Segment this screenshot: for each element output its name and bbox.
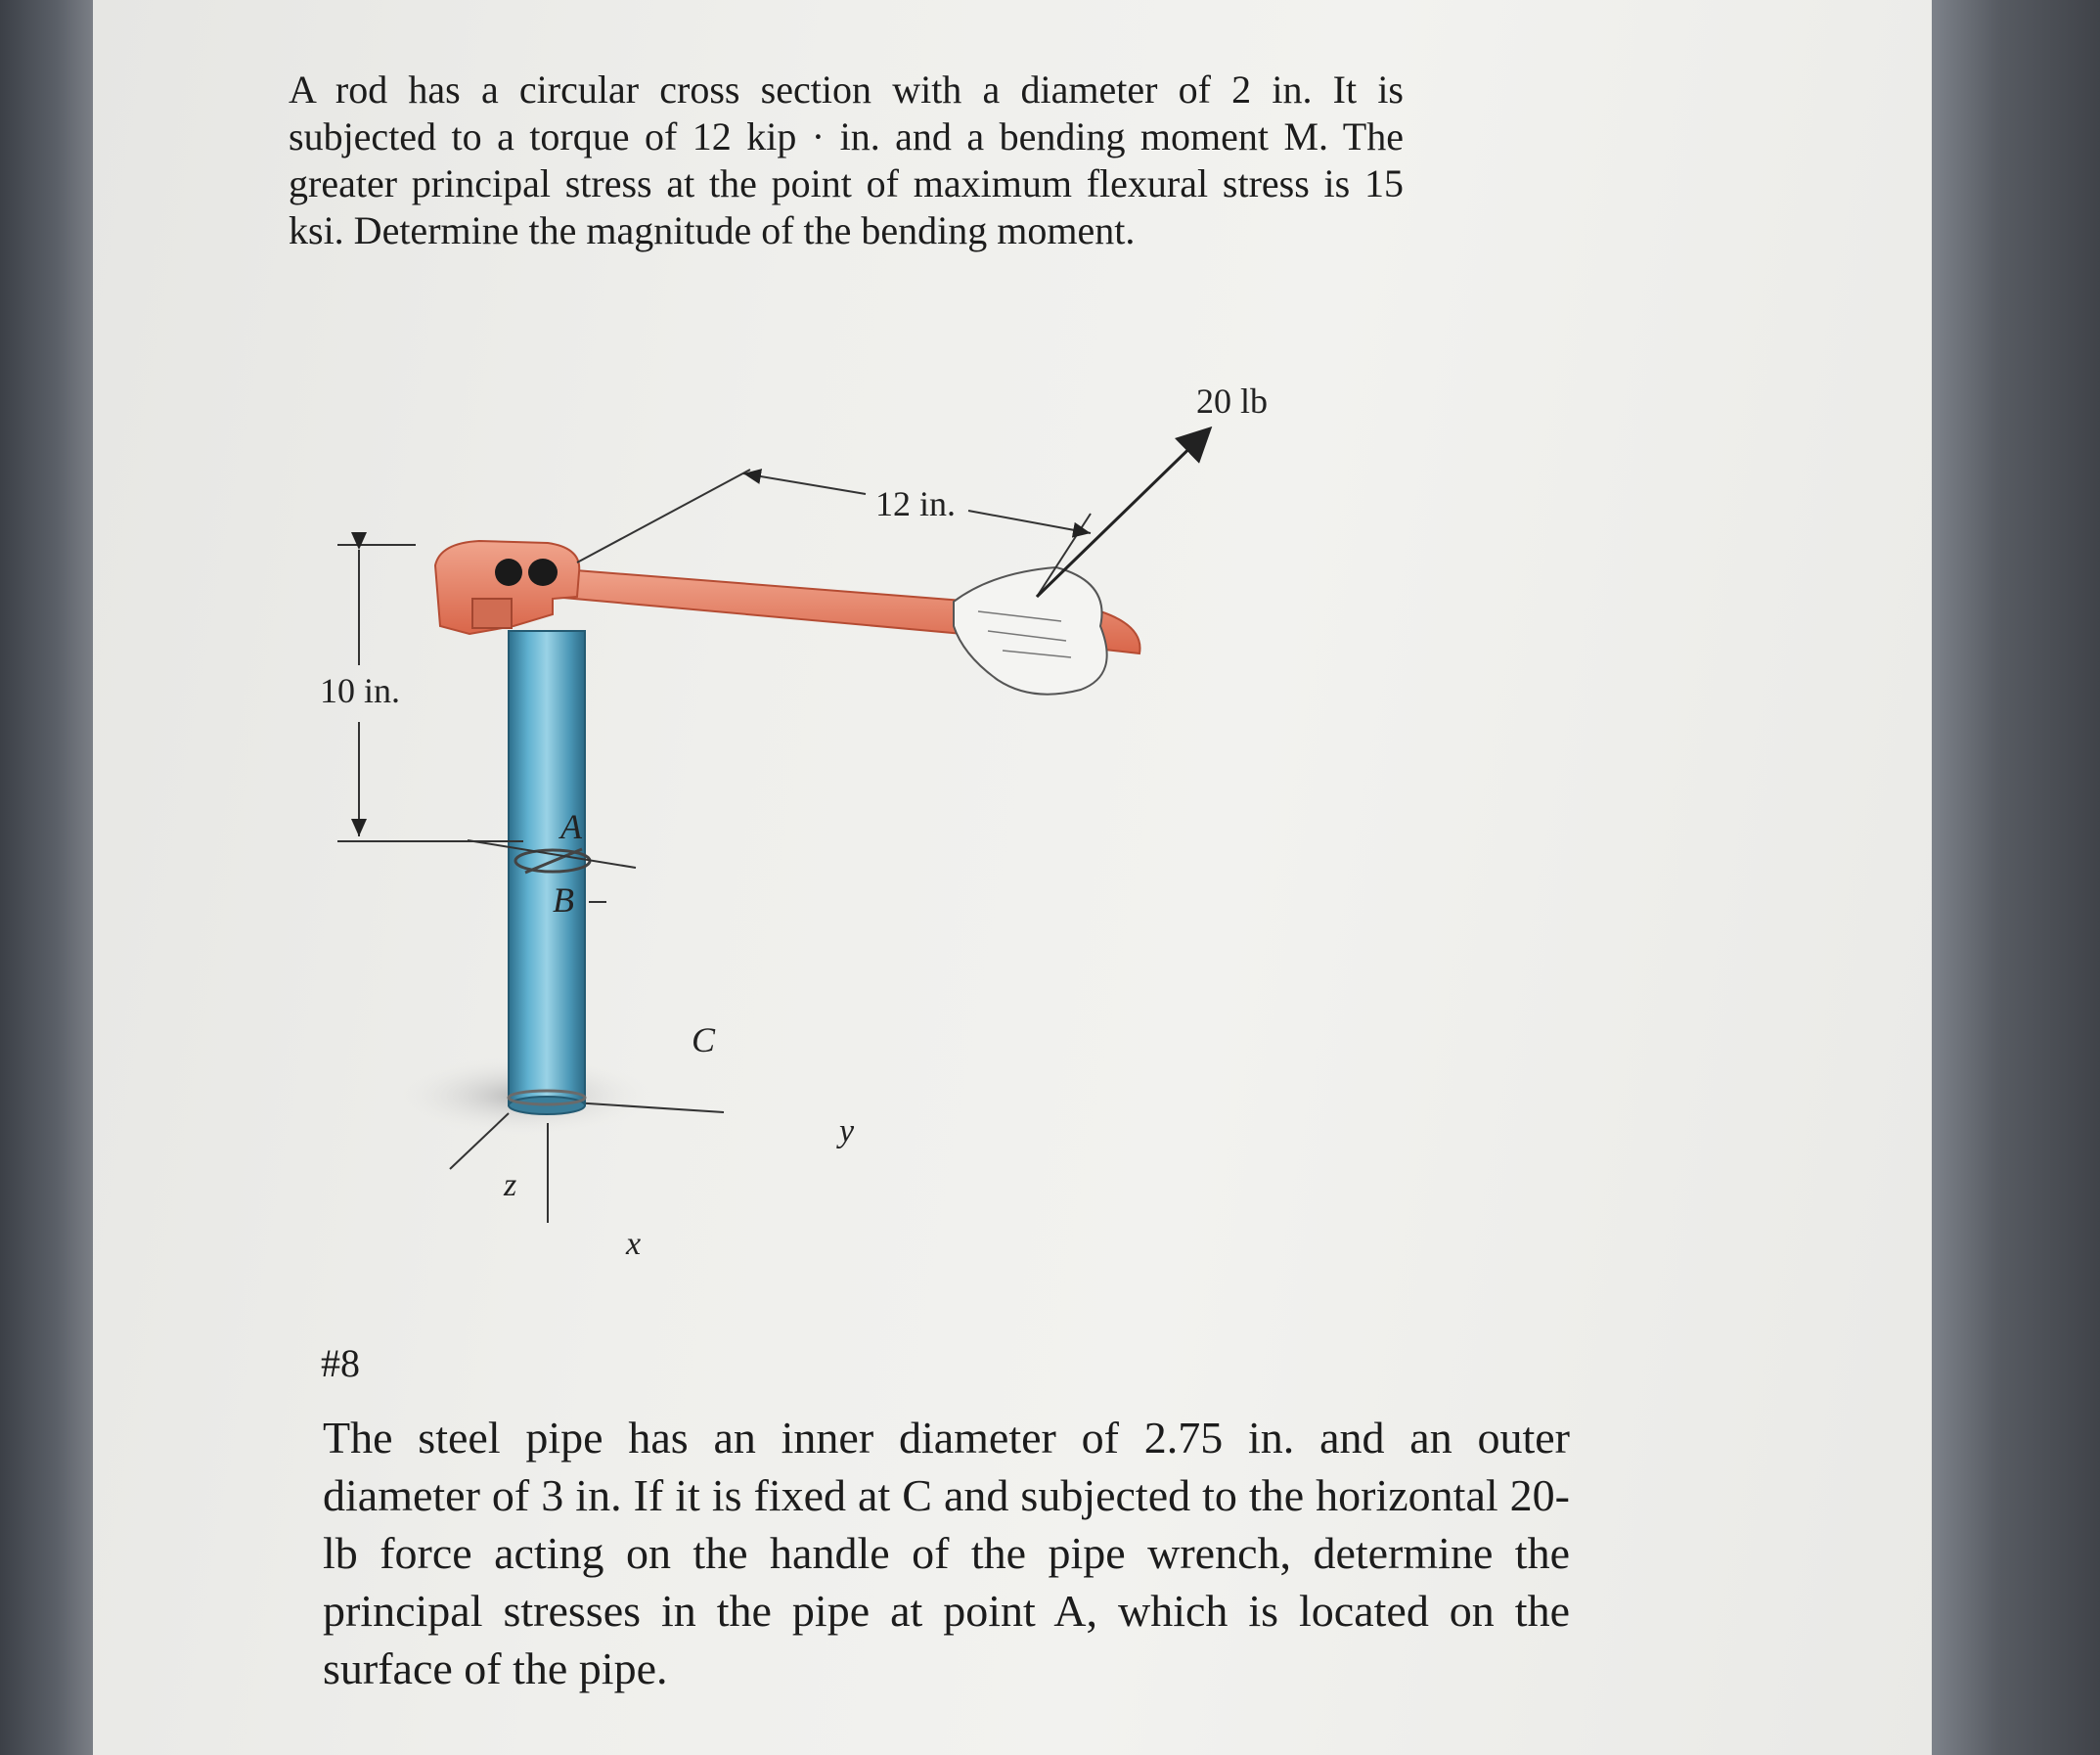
wrench-adjust-nut [472, 599, 512, 628]
wrench-jaw-hole-2 [528, 559, 558, 586]
monitor-bezel-left [0, 0, 93, 1755]
hand-gripping [954, 567, 1107, 695]
point-b-label: B [553, 880, 574, 920]
force-label: 20 lb [1196, 382, 1269, 421]
handle-length-label: 12 in. [875, 484, 957, 523]
dim-12-left-arrow [743, 473, 866, 494]
monitor-bezel-right [1932, 0, 2100, 1755]
textbook-page [93, 0, 1932, 1755]
axis-y-label: y [839, 1113, 855, 1149]
problem-2-text: The steel pipe has an inner diameter of 2.75 in. and an outer diameter of 3 in. If it is fixed at C and subjected to the horizontal 20-lb force acting on the handle of the pipe wrench, determine the principal stresses in the pipe at point A, which is located on the surface of the pipe. [323, 1413, 1570, 1693]
force-arrow [1037, 430, 1208, 597]
point-c-label: C [692, 1020, 716, 1059]
height-label: 10 in. [320, 671, 401, 710]
problem-number: #8 [321, 1341, 360, 1385]
axis-x-label: x [626, 1226, 642, 1262]
axis-z-label: z [504, 1167, 517, 1203]
wrench-jaw-hole-1 [495, 559, 522, 586]
point-a-label: A [560, 807, 582, 846]
dim-12-extension-left [577, 470, 750, 562]
dim-12-right-arrow [968, 511, 1091, 533]
steel-pipe [509, 631, 585, 1105]
problem-1-text: A rod has a circular cross section with a diameter of 2 in. It is subjected to a torque of 12 kip · in. and a bending moment M. The greater principal stress at the point of maximum flexural stress is 15 ksi. Determine the magnitude of the bending moment. [289, 68, 1404, 252]
